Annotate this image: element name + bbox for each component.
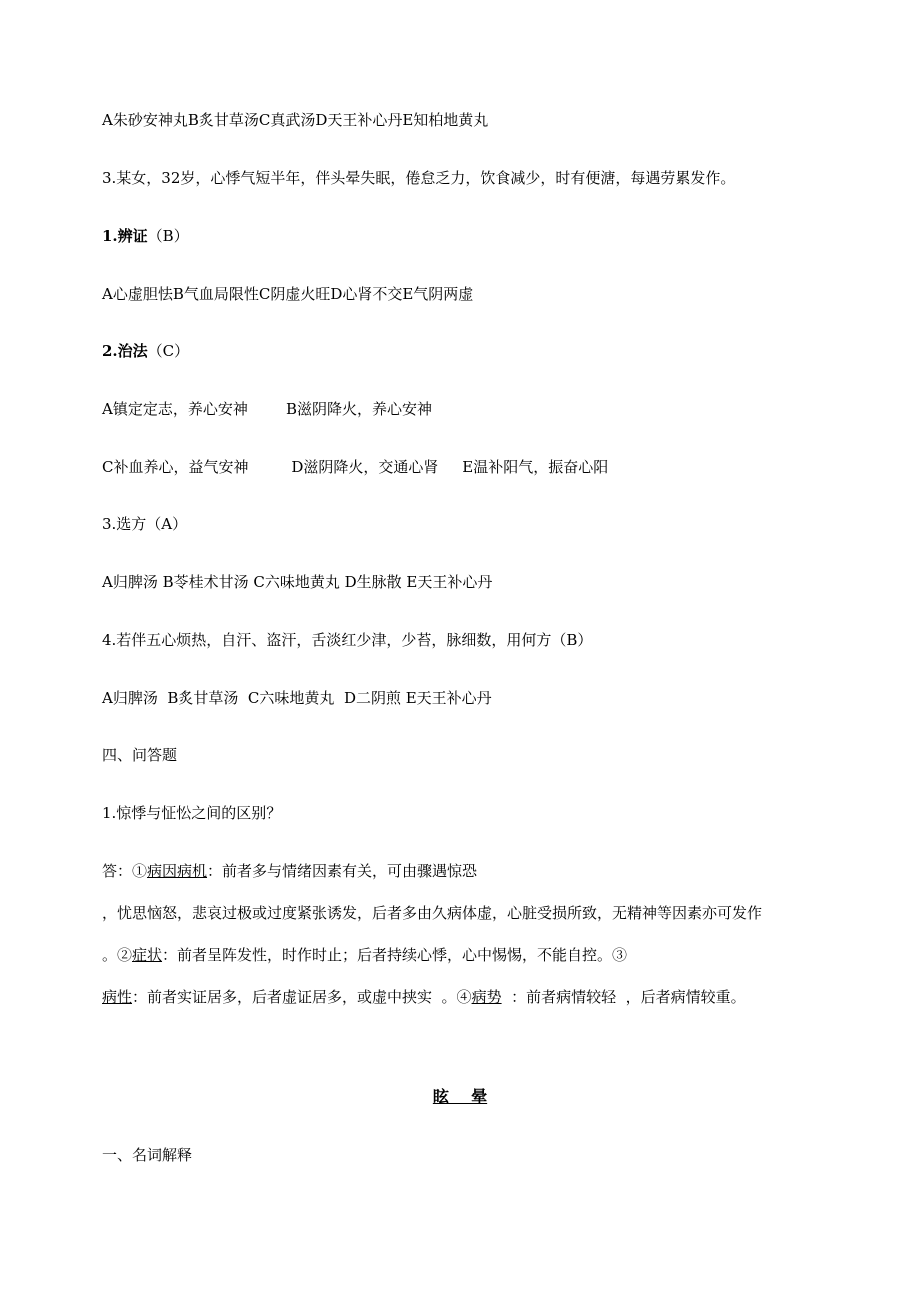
qa-question-1: 1.惊悸与怔忪之间的区别？ [102, 804, 282, 822]
subquestion-2-label: 2.治法 [102, 342, 148, 360]
answer-line-3 [102, 945, 627, 965]
answer-line-4-mid: ：前者实证居多，后者虚证居多，或虚中挟实 。④ [132, 988, 472, 1006]
answer-term-severity: 病势 [471, 988, 502, 1006]
answer-line-3-text: ：前者呈阵发性，时作时止；后者持续心悸，心中惕惕，不能自控。③ [162, 946, 628, 964]
subquestion-2-answer: （C） [147, 342, 190, 360]
subquestion-2 [102, 341, 189, 361]
subquestion-2-options-b: C补血养心，益气安神 D滋阴降火，交通心肾 E温补阳气，振奋心阳 [102, 458, 609, 476]
subquestion-2-options-a: A镇定定志，养心安神 B滋阴降火，养心安神 [102, 400, 433, 418]
answer-term-etiology: 病因病机 [147, 862, 208, 880]
answer-line-3-prefix: 。② [102, 946, 133, 964]
answer-line-4-text: ：前者病情较轻 ，后者病情较重。 [501, 988, 746, 1006]
section-heading-4: 四、问答题 [102, 746, 178, 764]
answer-term-nature: 病性 [102, 988, 133, 1006]
subquestion-1 [102, 226, 189, 246]
subquestion-1-options: A心虚胆怯B气血局限性C阴虚火旺D心肾不交E气阴两虚 [102, 285, 474, 303]
answer-term-symptoms: 症状 [132, 946, 163, 964]
subquestion-3-options: A归脾汤 B苓桂术甘汤 C六味地黄丸 D生脉散 E天王补心丹 [102, 573, 493, 591]
subquestion-1-answer: （B） [147, 227, 189, 245]
answer-line-1 [102, 861, 477, 881]
q2-options: A朱砂安神丸B炙甘草汤C真武汤D天王补心丹E知柏地黄丸 [102, 111, 489, 129]
answer-line-4 [102, 987, 746, 1007]
subquestion-4-options: A归脾汤 B炙甘草汤 C六味地黄丸 D二阴煎 E天王补心丹 [102, 689, 492, 707]
subquestion-1-label: 1.辨证 [102, 227, 148, 245]
subquestion-3: 3.选方（A） [102, 515, 188, 533]
section-heading-1: 一、名词解释 [102, 1146, 193, 1164]
answer-line-1-text: ：前者多与情绪因素有关，可由骤遇惊恐 [207, 862, 478, 880]
q3-stem: 3.某女，32岁，心悸气短半年，伴头晕失眠，倦怠乏力，饮食减少，时有便溏，每遇劳累发作。 [102, 169, 736, 187]
answer-line-2: ，忧思恼怒，悲哀过极或过度紧张诱发，后者多由久病体虚，心脏受损所致，无精神等因素亦可发作 [102, 904, 763, 922]
chapter-title: 眩 晕 [432, 1087, 488, 1106]
subquestion-4: 4.若伴五心烦热，自汗、盗汗，舌淡红少津，少苔，脉细数，用何方（B） [102, 631, 593, 649]
answer-prefix: 答：① [102, 862, 148, 880]
